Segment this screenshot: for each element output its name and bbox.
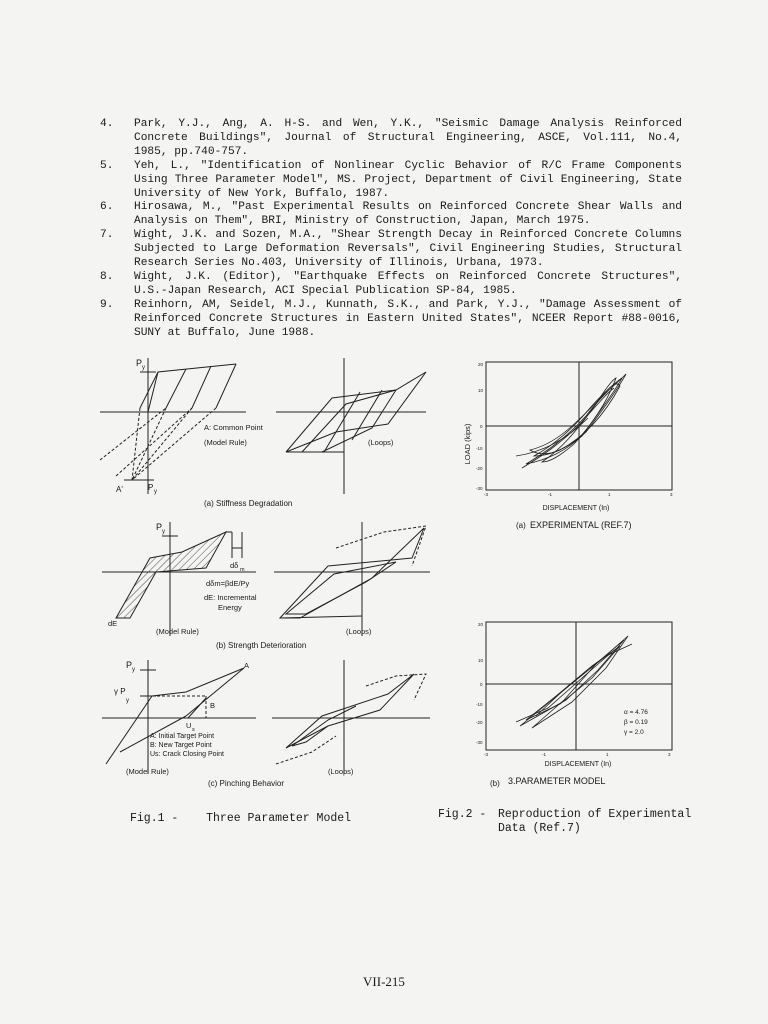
ytick: -20 — [476, 720, 483, 725]
us-label: U — [186, 721, 192, 730]
model-rule-label: (Model Rule) — [126, 767, 169, 776]
ytick: 0 — [480, 424, 483, 429]
ytick: 20 — [478, 362, 484, 367]
d-delta-label: dδ — [230, 561, 239, 570]
fig1-panel-c — [96, 656, 436, 790]
ylabel: LOAD (kips) — [463, 423, 472, 465]
ytick: -10 — [476, 446, 483, 451]
param-alpha: α = 4.76 — [624, 709, 648, 716]
model-rule-label: (Model Rule) — [156, 627, 199, 636]
us-sub: s — [192, 727, 195, 733]
ytick: -30 — [476, 486, 483, 491]
py-label: P — [156, 522, 163, 532]
de-note-2: Energy — [218, 603, 242, 612]
reference-number: 8. — [100, 270, 114, 283]
common-point-note: A: Common Point — [204, 423, 263, 432]
reference-item — [100, 229, 682, 271]
xtick: -1 — [548, 492, 553, 497]
reference-number: 7. — [100, 229, 114, 242]
ytick: 10 — [478, 658, 484, 663]
model-rule-label: (Model Rule) — [204, 438, 247, 447]
gamma-py-label: γ P — [114, 687, 126, 696]
py-sub: y — [132, 667, 135, 673]
de-note-1: dE: Incremental — [204, 593, 257, 602]
py-sub: y — [142, 365, 145, 371]
xtick: 3 — [668, 752, 671, 757]
ytick: -30 — [476, 740, 483, 745]
reference-number: 6. — [100, 201, 114, 214]
pinch-note-3: Us: Crack Closing Point — [150, 751, 224, 758]
sub-label: (b) — [490, 779, 500, 788]
xtick: -1 — [542, 752, 547, 757]
page-number: VII-215 — [363, 974, 405, 989]
xtick: 3 — [670, 492, 673, 497]
reference-number: 4. — [100, 118, 114, 130]
param-beta: β = 0.19 — [624, 719, 648, 726]
ytick: 20 — [478, 622, 484, 627]
a-prime-label: A' — [116, 485, 123, 494]
reference-number: 5. — [100, 159, 114, 172]
fig1-caption-num: Fig.1 - — [130, 812, 179, 825]
reference-item — [100, 271, 682, 299]
xlabel: DISPLACEMENT (In) — [542, 505, 610, 512]
reference-text: Hirosawa, M., "Past Experimental Results on Reinforced Concrete Shear Walls and Analysis on Them", BRI, Ministry of Construction, Japan, March 1975. — [134, 201, 682, 228]
fig2-caption-text-1: Reproduction of Experimental — [498, 808, 692, 821]
pinch-note-2: B: New Target Point — [150, 742, 212, 749]
chart-b-title: 3.PARAMETER MODEL — [508, 776, 606, 786]
panel-b-title: (b) Strength Deterioration — [216, 641, 307, 650]
reference-text: Yeh, L., "Identification of Nonlinear Cyclic Behavior of R/C Frame Components Using Three Parameter Model", MS. Project, Department of Civil Engineering, State University of New York, Buffalo, 1987. — [134, 159, 682, 200]
loops-label: (Loops) — [328, 767, 354, 776]
reference-item — [100, 201, 682, 229]
fig2-chart-b — [456, 616, 686, 794]
reference-text: Wight, J.K. (Editor), "Earthquake Effects on Reinforced Concrete Structures", U.S.-Japan Research, ACI Special Publication SP-84, 1985. — [134, 270, 682, 297]
py-label: P — [136, 358, 143, 368]
de-label: dE — [108, 619, 118, 628]
reference-text: Park, Y.J., Ang, A. H-S. and Wen, Y.K., "Seismic Damage Analysis Reinforced Concrete Buildings", Journal of Structural Engineering, ASCE, Vol.111, No.4, 1985, pp.740-757. — [134, 118, 682, 158]
fig2-caption-num: Fig.2 - — [438, 808, 487, 821]
fig1-panel-a — [96, 352, 436, 512]
neg-py-sub: y — [154, 489, 157, 495]
reference-text: Reinhorn, AM, Seidel, M.J., Kunnath, S.K., and Park, Y.J., "Damage Assessment of Reinforced Concrete Structures in Eastern United States", NCEER Report #88-0016, SUNY at Buffalo, June 1988. — [134, 298, 682, 339]
loops-label: (Loops) — [346, 627, 372, 636]
point-b-label: B — [210, 701, 216, 710]
xtick: -3 — [484, 492, 489, 497]
reference-number: 9. — [100, 298, 114, 311]
pinch-note-1: A: Initial Target Point — [150, 733, 215, 740]
panel-c-title: (c) Pinching Behavior — [208, 779, 285, 788]
fig1-panel-b — [96, 518, 436, 652]
ytick: 0 — [480, 682, 483, 687]
panel-a-title: (a) Stiffness Degradation — [204, 499, 293, 508]
py-sub: y — [162, 529, 165, 535]
reference-item — [100, 299, 682, 341]
xtick: -3 — [484, 752, 489, 757]
xtick: 1 — [606, 752, 609, 757]
xlabel: DISPLACEMENT (In) — [544, 761, 612, 768]
param-gamma: γ = 2.0 — [624, 729, 644, 736]
ytick: -10 — [476, 702, 483, 707]
neg-py-label: P — [148, 483, 154, 492]
fig2-caption-text-2: Data (Ref.7) — [498, 822, 581, 835]
reference-list — [100, 118, 682, 341]
point-a-label: A — [244, 661, 250, 670]
ytick: -20 — [476, 466, 483, 471]
gamma-py-sub: y — [126, 698, 129, 704]
formula-label: dδm=βdE/Py — [206, 579, 250, 588]
chart-a-title: EXPERIMENTAL (REF.7) — [530, 520, 632, 530]
reference-text: Wight, J.K. and Sozen, M.A., "Shear Strength Decay in Reinforced Concrete Columns Subjected to Large Deformation Reversals", Civil Engineering Studies, Structural Research Series No.403, University of Illinois, Urbana, 1973. — [134, 229, 682, 270]
fig1-caption — [130, 812, 351, 826]
xtick: 1 — [608, 492, 611, 497]
ytick: 10 — [478, 388, 484, 393]
fig2-chart-a — [456, 352, 686, 538]
loops-label: (Loops) — [368, 438, 394, 447]
reference-item — [100, 118, 682, 160]
fig1-caption-text: Three Parameter Model — [206, 812, 352, 825]
py-label: P — [126, 660, 133, 670]
fig2-caption — [438, 808, 698, 836]
sub-label: (a) — [516, 521, 526, 530]
d-delta-sub: m — [240, 567, 245, 573]
reference-item — [100, 160, 682, 202]
